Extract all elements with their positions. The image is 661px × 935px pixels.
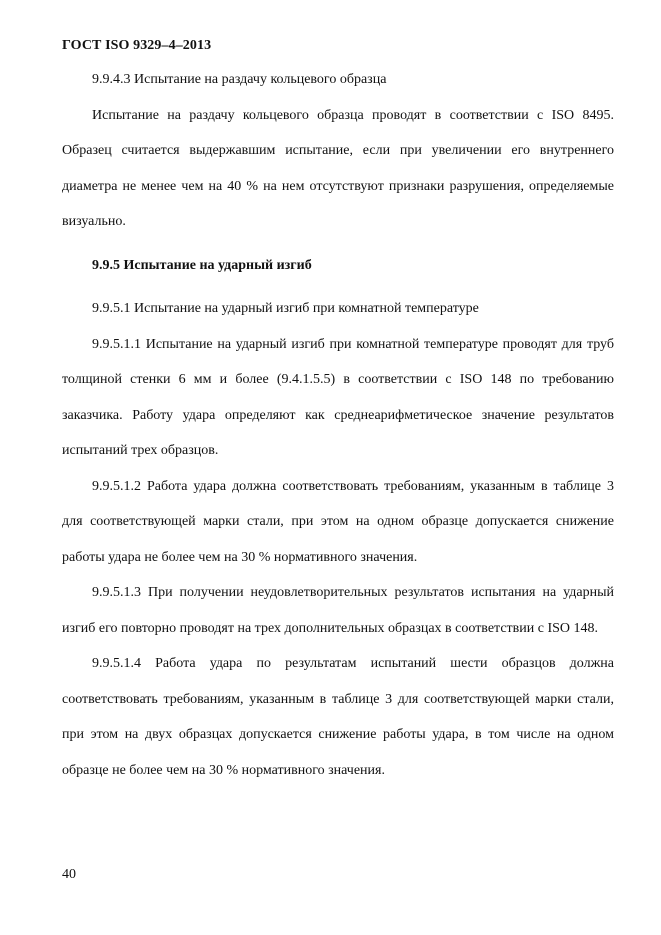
paragraph-9-9-5-1-1: 9.9.5.1.1 Испытание на ударный изгиб при комнатной температуре проводят для труб толщиной стенки 6 мм и более (9.4.1.5.5) в соответствии с ISO 148 по требованию заказчика. Работу удара определяют как среднеарифметическое значение результатов испытаний трех образцов. [62, 336, 614, 458]
document-header-code: ГОСТ ISO 9329–4–2013 [62, 38, 212, 53]
document-body [62, 62, 614, 788]
subsection-title-9-9-5-1: 9.9.5.1 Испытание на ударный изгиб при комнатной температуре [92, 301, 479, 316]
page-number: 40 [62, 867, 76, 882]
paragraph-9-9-5-1-4: 9.9.5.1.4 Работа удара по результатам испытаний шести образцов должна соответствовать требованиям, указанным в таблице 3 для соответствующей марки стали, при этом на двух образцах допускается снижение работы удара, в том числе на одном образце не более чем на 30 % нормативного значения. [62, 656, 614, 778]
subsection-title-9-9-4-3: 9.9.4.3 Испытание на раздачу кольцевого образца [92, 72, 387, 87]
section-heading-9-9-5: 9.9.5 Испытание на ударный изгиб [92, 257, 312, 273]
paragraph-ring-expansion-test: Испытание на раздачу кольцевого образца проводят в соответствии с ISO 8495. Образец считается выдержавшим испытание, если при увеличении его внутреннего диаметра не менее чем на 40 % на нем отсутствуют признаки разрушения, определяемые визуально. [62, 107, 614, 229]
paragraph-9-9-5-1-2: 9.9.5.1.2 Работа удара должна соответствовать требованиям, указанным в таблице 3 для соответствующей марки стали, при этом на одном образце допускается снижение работы удара не более чем на 30 % нормативного значения. [62, 478, 614, 565]
paragraph-9-9-5-1-3: 9.9.5.1.3 При получении неудовлетворительных результатов испытания на ударный изгиб его повторно проводят на трех дополнительных образцах в соответствии с ISO 148. [62, 585, 614, 636]
